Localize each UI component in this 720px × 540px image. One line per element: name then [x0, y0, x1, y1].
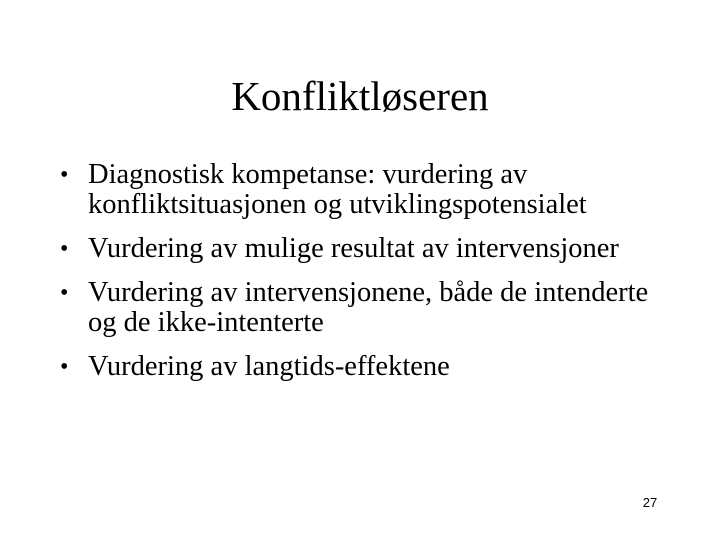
bullet-item	[60, 278, 680, 338]
bullet-marker: •	[60, 354, 69, 380]
bullet-item	[60, 160, 680, 220]
bullet-marker: •	[60, 280, 69, 306]
bullet-item	[60, 352, 680, 382]
slide-number: 27	[642, 495, 658, 510]
bullet-item	[60, 234, 680, 264]
bullet-text: Vurdering av mulige resultat av intervensjoner	[88, 233, 619, 264]
bullet-text: Vurdering av intervensjonene, både de intenderte og de ikke-intenterte	[88, 277, 649, 338]
bullet-list	[60, 160, 680, 396]
bullet-text: Vurdering av langtids-effektene	[88, 351, 450, 382]
bullet-marker: •	[60, 236, 69, 262]
bullet-marker: •	[60, 162, 69, 188]
slide-title: Konfliktløseren	[231, 73, 489, 119]
bullet-text: Diagnostisk kompetanse: vurdering av konfliktsituasjonen og utviklingspotensialet	[88, 159, 587, 220]
